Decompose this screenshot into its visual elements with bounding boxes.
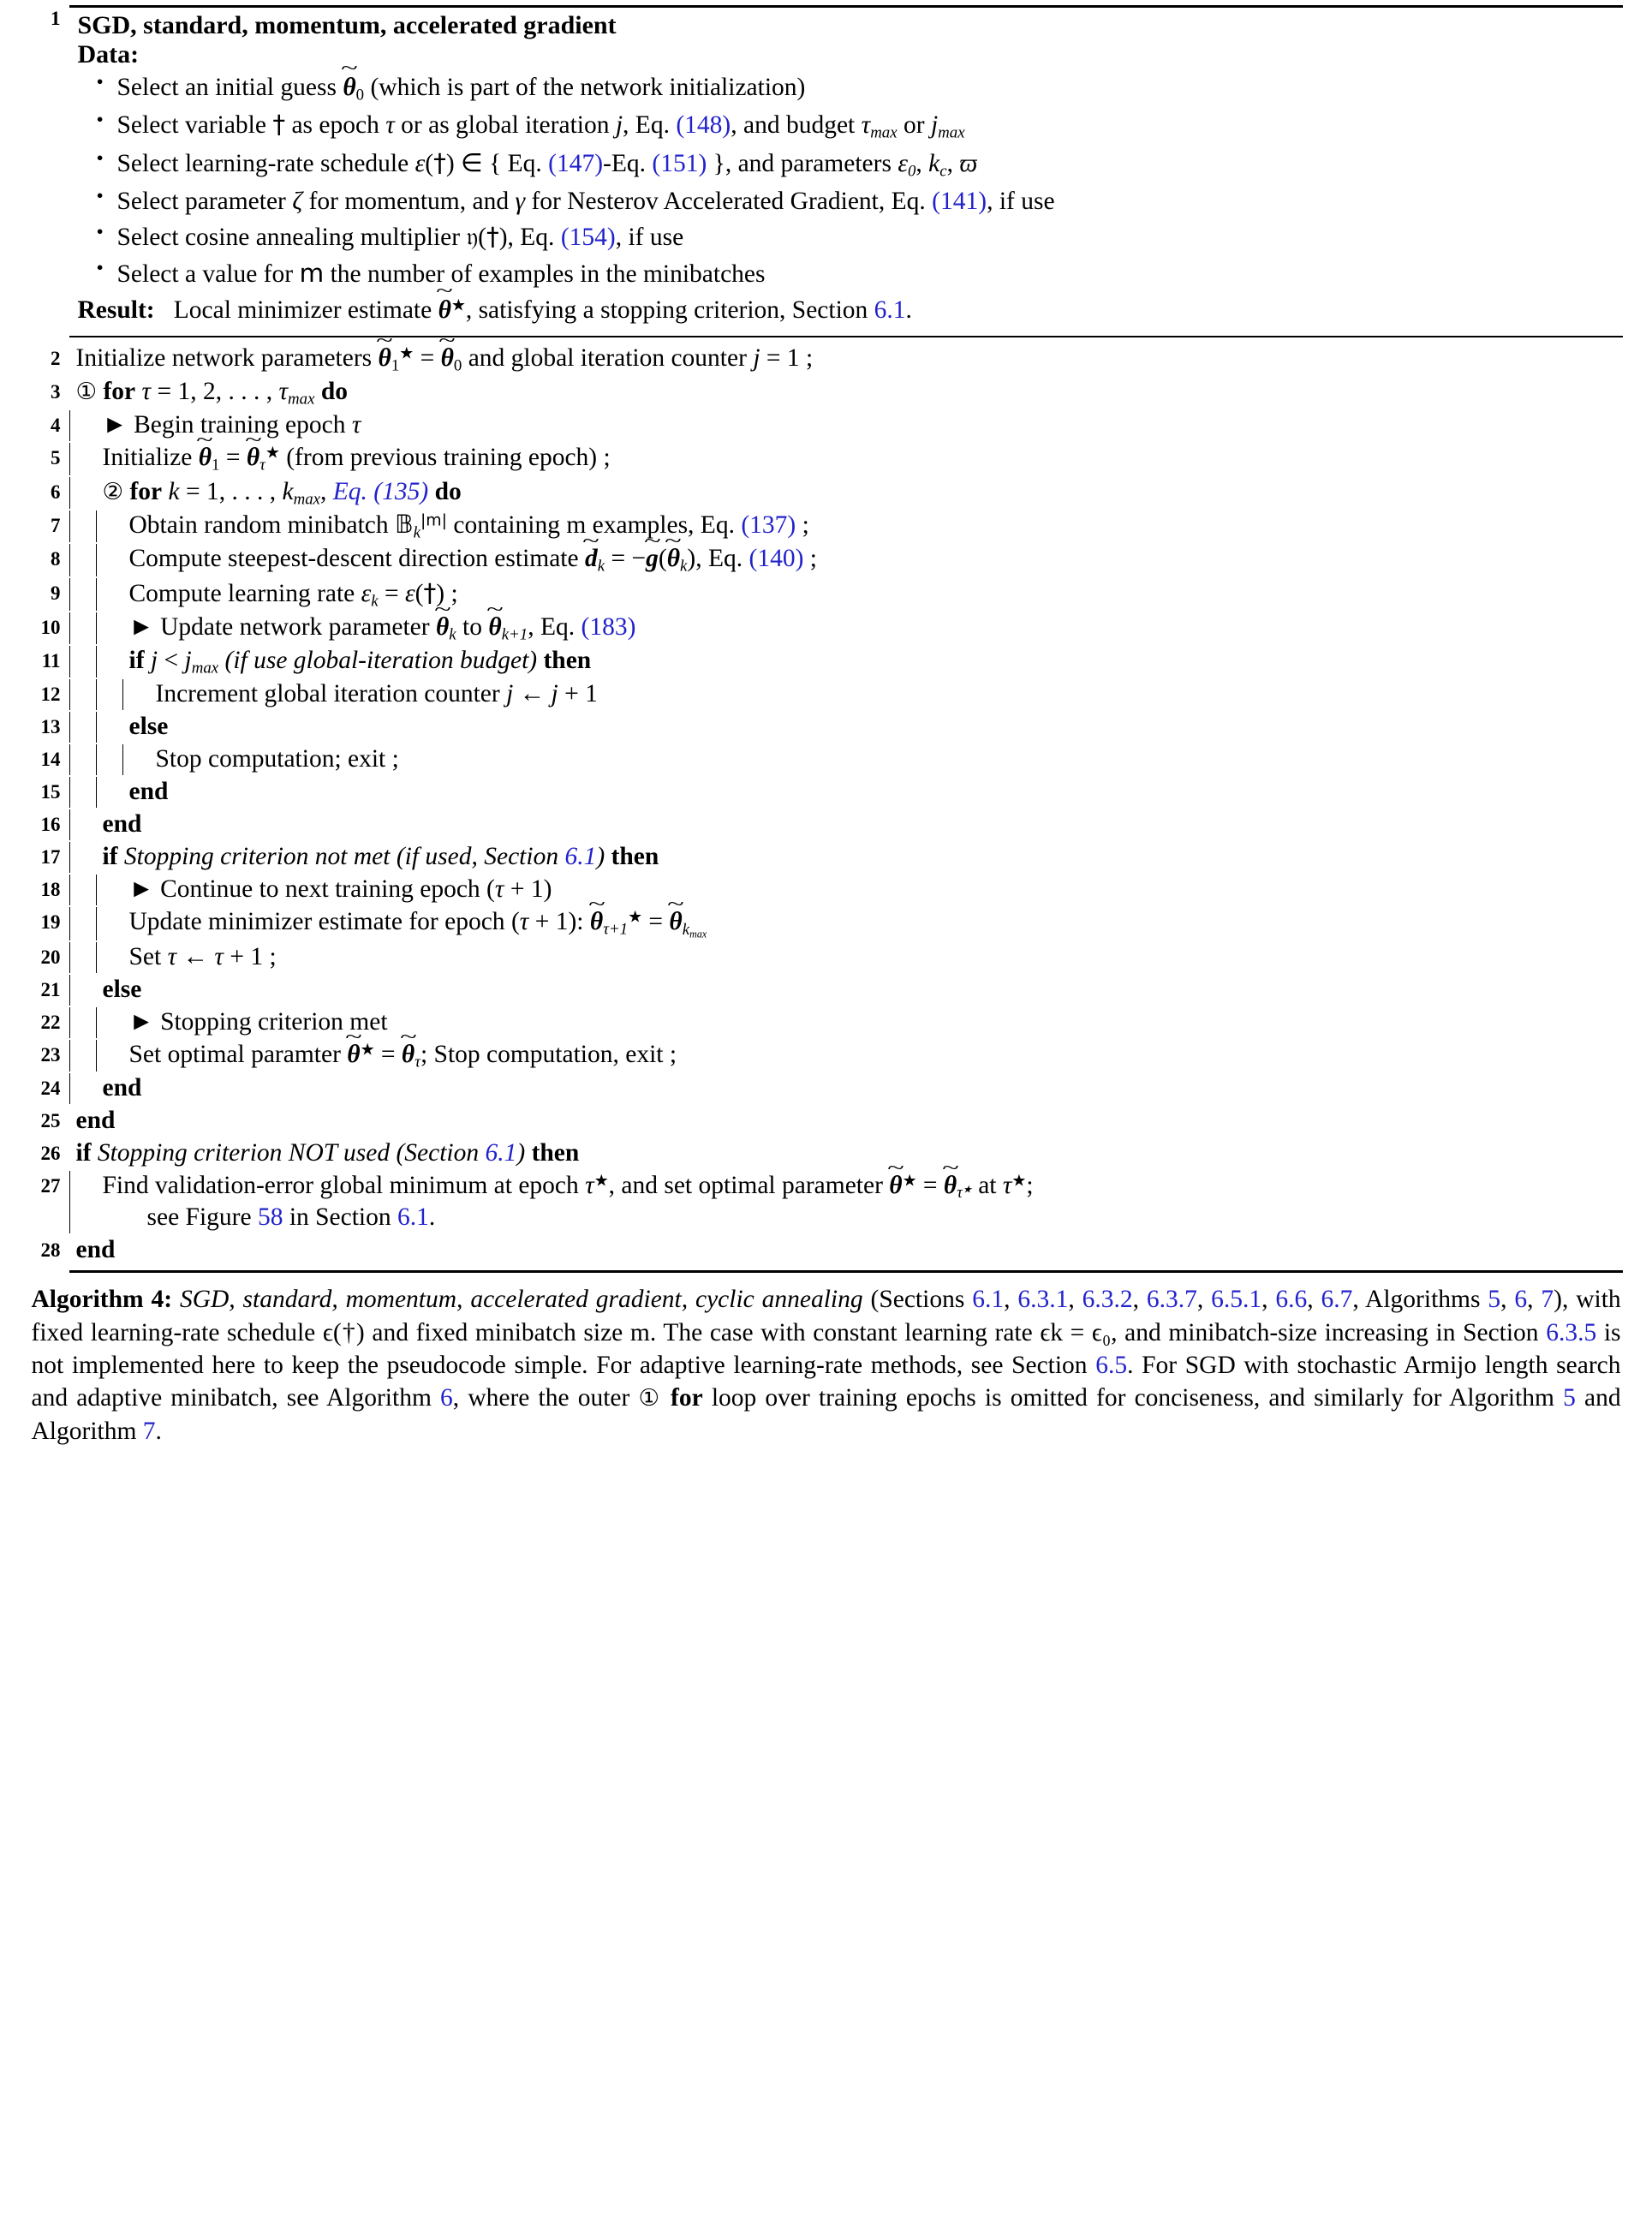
caption-label: Algorithm 4: bbox=[31, 1286, 173, 1314]
indent-bar bbox=[122, 679, 149, 710]
indent-bar bbox=[96, 712, 122, 743]
line-text: Compute steepest-descent direction estimate ~ $d_k$ = −~ g(~ $\theta_k$), Eq. (140) ; bbox=[122, 544, 1623, 576]
line-text bbox=[122, 712, 1623, 743]
caption-seg-9: . bbox=[155, 1417, 162, 1445]
data-label: Data: bbox=[77, 40, 140, 69]
ref-section-6-5[interactable]: 6.5 bbox=[1095, 1351, 1128, 1379]
list-item: • Select an initial guess ~ $\theta_0$ (which is part of the network initialization) bbox=[95, 69, 1623, 107]
list-item: • Select cosine annealing multiplier 𝔶(†), Eq. (154), if use bbox=[95, 219, 1623, 255]
line-number: 24 bbox=[40, 1078, 61, 1099]
line-22-a: Stopping criterion met bbox=[160, 1007, 388, 1036]
ref-section-6-3-1[interactable]: 6.3.1 bbox=[1017, 1286, 1069, 1314]
line-27-c: at bbox=[978, 1171, 997, 1199]
line-text: Obtain random minibatch 𝔹$_k^{|m|}$ containing m examples, Eq. (137) ; bbox=[128, 510, 809, 542]
result-label: Result: bbox=[77, 296, 155, 325]
indent-bar bbox=[69, 1171, 96, 1233]
ref-algorithm-7b[interactable]: 7 bbox=[142, 1417, 156, 1445]
line-number: 4 bbox=[51, 415, 61, 437]
caption-for-keyword: for bbox=[671, 1384, 703, 1412]
indent-bar bbox=[96, 1007, 122, 1038]
algorithm-line-4 bbox=[30, 409, 1623, 442]
algorithm-line-19 bbox=[30, 906, 1623, 940]
line-10-c: , Eq. bbox=[528, 612, 576, 641]
line-text: if $j < j_{max}$ (if use global-iteration budget) then bbox=[128, 647, 592, 678]
algorithm-line-7 bbox=[30, 510, 1623, 543]
algorithm-title: SGD, standard, momentum, accelerated gradient bbox=[77, 11, 617, 39]
line-number: 19 bbox=[40, 911, 61, 934]
line-text: ② for k = 1, . . . , $k_{max}$, Eq. (135) do bbox=[102, 477, 462, 508]
line-2-b: and global iteration counter bbox=[468, 343, 747, 372]
line-number: 8 bbox=[51, 548, 61, 570]
algorithm-line-12 bbox=[30, 678, 1623, 711]
rule-bottom bbox=[69, 1270, 1623, 1273]
line-10-a: Update network parameter bbox=[160, 612, 430, 641]
indent-bar bbox=[96, 907, 122, 940]
line-7-a: Obtain random minibatch bbox=[128, 510, 389, 539]
line-number: 26 bbox=[40, 1142, 61, 1164]
ref-eq-147[interactable]: (147) bbox=[548, 150, 604, 178]
ref-algorithm-5b[interactable]: 5 bbox=[1563, 1384, 1576, 1412]
ref-section-6-3-2[interactable]: 6.3.2 bbox=[1082, 1286, 1133, 1314]
line-text: ► Stopping criterion met bbox=[128, 1007, 388, 1036]
caption-seg-2: ), with fixed learning-rate schedule ϵ(†) and fixed minibatch size m. The case with constant learning rate ϵk = ϵ₀, and minibatch-size increasing in Section bbox=[31, 1286, 1621, 1346]
if-keyword: if bbox=[75, 1138, 92, 1167]
then-keyword: then bbox=[531, 1138, 580, 1167]
indent-bar bbox=[96, 875, 122, 905]
caption-seg-3: is not implemented here to keep the pseudocode simple. For adaptive learning-rate methods, see Section bbox=[31, 1318, 1621, 1379]
indent-bar bbox=[96, 777, 122, 808]
algorithm-line-28 bbox=[30, 1234, 1623, 1267]
line-number: 17 bbox=[40, 846, 61, 869]
caption-algorithms-word: Algorithms bbox=[1365, 1286, 1481, 1314]
line-20-a: Set bbox=[128, 942, 162, 970]
line-number: 2 bbox=[51, 347, 61, 369]
do-keyword: do bbox=[320, 378, 348, 406]
result-line: Result: Local minimizer estimate ~ θ★, satisfying a stopping criterion, Section 6.1. bbox=[78, 291, 1623, 326]
then-keyword: then bbox=[611, 843, 659, 871]
indent-bar bbox=[69, 544, 96, 576]
line-text: Compute learning rate $\varepsilon_k$ = ε(†) ; bbox=[128, 577, 458, 610]
line-7-b: containing m examples, Eq. bbox=[453, 510, 735, 539]
algorithm-line-13 bbox=[30, 711, 1623, 743]
algorithm-line-20 bbox=[30, 941, 1623, 974]
indent-bar bbox=[69, 1007, 96, 1038]
caption-seg-1: (Sections bbox=[870, 1286, 965, 1314]
indent-bar bbox=[69, 842, 96, 873]
indent-bar bbox=[96, 1040, 122, 1072]
ref-eq-140[interactable]: (140) bbox=[748, 545, 804, 573]
if-keyword: if bbox=[128, 647, 145, 675]
line-number: 12 bbox=[40, 684, 61, 706]
line-8-b: , Eq. bbox=[695, 545, 743, 573]
list-item: • Select learning-rate schedule ε(†) ∈ { Eq. (147)-Eq. (151) }, and parameters $\varepsilon_0$, $k_c$, ϖ bbox=[95, 146, 1623, 184]
line-17-cond: Stopping criterion not met (if used, Section bbox=[123, 843, 559, 871]
line-text: end bbox=[102, 810, 142, 839]
ref-algorithm-6b[interactable]: 6 bbox=[440, 1384, 453, 1412]
line-26-cond: Stopping criterion NOT used (Section bbox=[97, 1138, 480, 1167]
indent-bar bbox=[69, 907, 96, 940]
line-number: 14 bbox=[40, 749, 61, 771]
end-keyword: end bbox=[75, 1106, 116, 1134]
indent-bar bbox=[69, 578, 96, 611]
circled-one-icon: ① bbox=[75, 379, 98, 406]
for-keyword: for bbox=[103, 378, 136, 406]
line-number: 6 bbox=[51, 481, 61, 503]
line-number: 16 bbox=[40, 814, 61, 836]
ref-section-6-1[interactable]: 6.1 bbox=[874, 296, 906, 325]
ref-eq-148[interactable]: (148) bbox=[676, 111, 731, 140]
line-number: 23 bbox=[40, 1043, 61, 1066]
indent-bar bbox=[69, 612, 96, 644]
algorithm-line-18 bbox=[30, 874, 1623, 906]
line-4-a: Begin training epoch bbox=[134, 411, 346, 439]
indent-bar bbox=[96, 578, 122, 611]
ref-eq-141[interactable]: (141) bbox=[932, 187, 987, 215]
line-18-a: Continue to next training epoch bbox=[160, 875, 480, 904]
algorithm-line-8 bbox=[30, 543, 1623, 576]
do-keyword: do bbox=[434, 477, 462, 505]
line-17-cond-close: ) bbox=[596, 843, 605, 871]
line-number: 5 bbox=[51, 447, 61, 469]
algorithm-line-26 bbox=[30, 1137, 1623, 1170]
line-number: 9 bbox=[51, 582, 61, 604]
line-2-a: Initialize network parameters bbox=[75, 343, 373, 372]
line-number: 10 bbox=[40, 616, 61, 638]
caption-seg-4: . For SGD with stochastic Armijo length search and adaptive minibatch, see Algorithm bbox=[31, 1351, 1621, 1412]
indent-bar bbox=[69, 809, 96, 840]
indent-bar bbox=[69, 477, 96, 509]
line-number: 3 bbox=[51, 381, 61, 403]
line-12-a: Increment global iteration counter bbox=[155, 680, 500, 708]
line-number: 11 bbox=[41, 650, 61, 672]
line-text: ► Continue to next training epoch (τ + 1) bbox=[128, 875, 552, 904]
for-keyword: for bbox=[129, 477, 163, 505]
indent-bar bbox=[122, 744, 149, 775]
algorithm-line-16 bbox=[30, 809, 1623, 841]
indent-bar bbox=[69, 1073, 96, 1104]
line-number: 13 bbox=[40, 716, 61, 738]
ref-section-6-7[interactable]: 6.7 bbox=[1321, 1286, 1353, 1314]
ref-eq-183[interactable]: (183) bbox=[581, 612, 636, 641]
line-text: Update minimizer estimate for epoch (τ + 1): ~ $\theta_{\tau+1}^★$ = ~ $\theta_{k_{max}}$ bbox=[122, 907, 1623, 940]
then-keyword: then bbox=[543, 647, 592, 675]
line-8-a: Compute steepest-descent direction estimate bbox=[128, 545, 579, 573]
line-26-cond-close: ) bbox=[516, 1138, 526, 1167]
line-text: Initialize ~ $\theta_1$ = ~ $\theta_\tau^★$ (from previous training epoch) ; bbox=[96, 443, 1623, 475]
line-text: Increment global iteration counter j ← j + 1 bbox=[155, 680, 598, 708]
line-text: end bbox=[128, 778, 169, 806]
caption-seg-7: loop over training epochs is omitted for conciseness, and similarly for Algorithm bbox=[711, 1384, 1554, 1412]
indent-bar bbox=[96, 544, 122, 576]
ref-eq-151[interactable]: (151) bbox=[652, 150, 707, 178]
line-text: Find validation-error global minimum at epoch τ★, and set optimal parameter ~ θ★ = ~ $\theta_{\tau^★}$ at τ★; see Figure 58 in Section 6.1. bbox=[96, 1171, 1623, 1233]
ref-figure-58[interactable]: 58 bbox=[257, 1203, 283, 1232]
ref-section-6-5-1[interactable]: 6.5.1 bbox=[1211, 1286, 1262, 1314]
line-number: 28 bbox=[40, 1239, 61, 1262]
ref-section-6-3-7[interactable]: 6.3.7 bbox=[1146, 1286, 1197, 1314]
ref-section-6-1[interactable]: 6.1 bbox=[972, 1286, 1005, 1314]
line-number: 22 bbox=[40, 1011, 61, 1033]
indent-bar bbox=[69, 942, 96, 973]
list-item: • Select variable † as epoch τ or as global iteration j, Eq. (148), and budget $\tau_{max}$ or $j_{max}$ bbox=[95, 107, 1623, 146]
indent-bar bbox=[69, 875, 96, 905]
indent-bar bbox=[96, 679, 122, 710]
end-keyword: end bbox=[102, 1074, 142, 1102]
algorithm-line-25 bbox=[30, 1105, 1623, 1137]
line-text: ① for τ = 1, 2, . . . , $\tau_{max}$ do bbox=[75, 378, 348, 409]
ref-eq-154[interactable]: (154) bbox=[560, 224, 616, 252]
indent-bar bbox=[69, 646, 96, 678]
line-number: 7 bbox=[51, 514, 61, 536]
algorithm-line-6 bbox=[30, 476, 1623, 510]
line-text: ► Update network parameter ~ $\theta_k$ to ~ $\theta_{k+1}$, Eq. (183) bbox=[122, 612, 1623, 644]
line-27-a: Find validation-error global minimum at epoch bbox=[102, 1171, 579, 1199]
data-bullet-list bbox=[78, 69, 1623, 291]
line-text: Set optimal paramter ~ θ★ = ~ $\theta_\tau$; Stop computation, exit ; bbox=[122, 1040, 1623, 1072]
rule-middle bbox=[69, 336, 1623, 337]
line-text: ► Begin training epoch τ bbox=[102, 411, 361, 439]
algorithm-line-23 bbox=[30, 1039, 1623, 1072]
indent-bar bbox=[69, 777, 96, 808]
algorithm-line-15 bbox=[30, 776, 1623, 809]
line-number: 21 bbox=[40, 978, 61, 1000]
line-27-f: in Section bbox=[289, 1203, 391, 1232]
algorithm-line-24 bbox=[30, 1072, 1623, 1105]
algorithm-line-3 bbox=[30, 376, 1623, 409]
caption-seg-5: , where the outer bbox=[452, 1384, 630, 1412]
caption-seg-8: and Algorithm bbox=[31, 1384, 1621, 1445]
indent-bar bbox=[69, 443, 96, 475]
algorithm-line-5 bbox=[30, 442, 1623, 475]
line-5-b: (from previous training epoch) ; bbox=[286, 444, 611, 472]
algorithm-line-9 bbox=[30, 577, 1623, 612]
list-item: • Select parameter ζ for momentum, and γ for Nesterov Accelerated Gradient, Eq. (141), if use bbox=[95, 183, 1623, 218]
indent-bar bbox=[69, 1040, 96, 1072]
indent-bar bbox=[69, 975, 96, 1006]
line-text bbox=[96, 842, 1623, 873]
ref-algorithm-7[interactable]: 7 bbox=[1541, 1286, 1554, 1314]
algorithm-line-17 bbox=[30, 841, 1623, 874]
ref-algorithm-6[interactable]: 6 bbox=[1514, 1286, 1528, 1314]
end-keyword: end bbox=[75, 1236, 116, 1264]
line-10-b: to bbox=[462, 612, 482, 641]
indent-bar bbox=[69, 744, 96, 775]
algorithm-line-27 bbox=[30, 1170, 1623, 1234]
line-number: 25 bbox=[40, 1109, 61, 1131]
algorithm-line-2 bbox=[30, 343, 1623, 376]
line-5-a: Initialize bbox=[102, 444, 193, 472]
line-27-d: ; bbox=[1026, 1171, 1034, 1199]
caption-title: SGD, standard, momentum, accelerated gradient, cyclic annealing bbox=[179, 1286, 863, 1314]
algorithm-line-22 bbox=[30, 1006, 1623, 1039]
algorithm-line-14 bbox=[30, 743, 1623, 776]
ref-section-6-6[interactable]: 6.6 bbox=[1275, 1286, 1308, 1314]
line-9-a: Compute learning rate bbox=[128, 579, 355, 607]
indent-bar bbox=[96, 744, 122, 775]
circled-two-icon: ② bbox=[102, 478, 124, 505]
indent-bar bbox=[69, 679, 96, 710]
line-27-e: see Figure bbox=[146, 1203, 252, 1232]
indent-bar bbox=[69, 410, 96, 441]
line-text: Stop computation; exit ; bbox=[155, 745, 399, 773]
line-text: Initialize network parameters ~ $\theta_1^★$ = ~ $\theta_0$ and global iteration counter j = 1 ; bbox=[69, 343, 1623, 375]
algorithm-block bbox=[30, 0, 1623, 1448]
circled-one-icon: ① bbox=[638, 1385, 662, 1412]
algorithm-header bbox=[30, 8, 1623, 331]
line-number: 27 bbox=[40, 1174, 61, 1197]
algorithm-caption: Algorithm 4: SGD, standard, momentum, accelerated gradient, cyclic annealing (Sections 6.1, 6.3.1, 6.3.2, 6.3.7, 6.5.1, 6.6, 6.7, Algorithms 5, 6, 7), with fixed learning-rate schedule ϵ(†) and fixed minibatch size m. The case with constant learning rate ϵk = ϵ₀, and minibatch-size increasing in Section 6.3.5 is not implemented here to keep the pseudocode simple. For adaptive learning-rate methods, see Section 6.5. For SGD with stochastic Armijo length search and adaptive minibatch, see Algorithm 6, where the outer ① for loop over training epochs is omitted for conciseness, and similarly for Algorithm 5 and Algorithm 7. bbox=[31, 1286, 1621, 1445]
ref-eq-137[interactable]: (137) bbox=[741, 510, 796, 539]
ref-algorithm-5[interactable]: 5 bbox=[1488, 1286, 1501, 1314]
line-number-1: 1 bbox=[51, 8, 61, 29]
line-number: 20 bbox=[40, 946, 61, 968]
else-keyword: else bbox=[102, 975, 142, 1003]
ref-section-6-3-5[interactable]: 6.3.5 bbox=[1546, 1318, 1597, 1346]
ref-section-6-1[interactable]: 6.1 bbox=[564, 843, 597, 871]
line-23-a: Set optimal paramter bbox=[128, 1040, 341, 1068]
line-23-b: ; Stop computation, exit ; bbox=[420, 1040, 677, 1068]
line-number: 18 bbox=[40, 879, 61, 901]
ref-eq-135[interactable]: Eq. (135) bbox=[332, 477, 429, 505]
if-keyword: if bbox=[102, 843, 118, 871]
algorithm-line-21 bbox=[30, 974, 1623, 1006]
line-number: 15 bbox=[40, 781, 61, 803]
line-11-cond: (if use global-iteration budget) bbox=[224, 647, 538, 675]
algorithm-line-11 bbox=[30, 645, 1623, 678]
indent-bar bbox=[69, 712, 96, 743]
line-19-a: Update minimizer estimate for epoch bbox=[128, 908, 505, 936]
indent-bar bbox=[96, 612, 122, 644]
ref-section-6-1[interactable]: 6.1 bbox=[397, 1203, 429, 1232]
indent-bar bbox=[96, 646, 122, 678]
else-keyword: else bbox=[128, 713, 169, 741]
line-text bbox=[69, 1138, 1623, 1169]
list-item: • Select a value for m the number of examples in the minibatches bbox=[95, 255, 1623, 291]
line-text: Set τ ← τ + 1 ; bbox=[128, 942, 277, 970]
ref-section-6-1[interactable]: 6.1 bbox=[485, 1138, 517, 1167]
algorithm-line-10 bbox=[30, 612, 1623, 645]
indent-bar bbox=[96, 510, 122, 542]
indent-bar bbox=[96, 942, 122, 973]
line-27-b: , and set optimal parameter bbox=[608, 1171, 883, 1199]
indent-bar bbox=[69, 510, 96, 542]
